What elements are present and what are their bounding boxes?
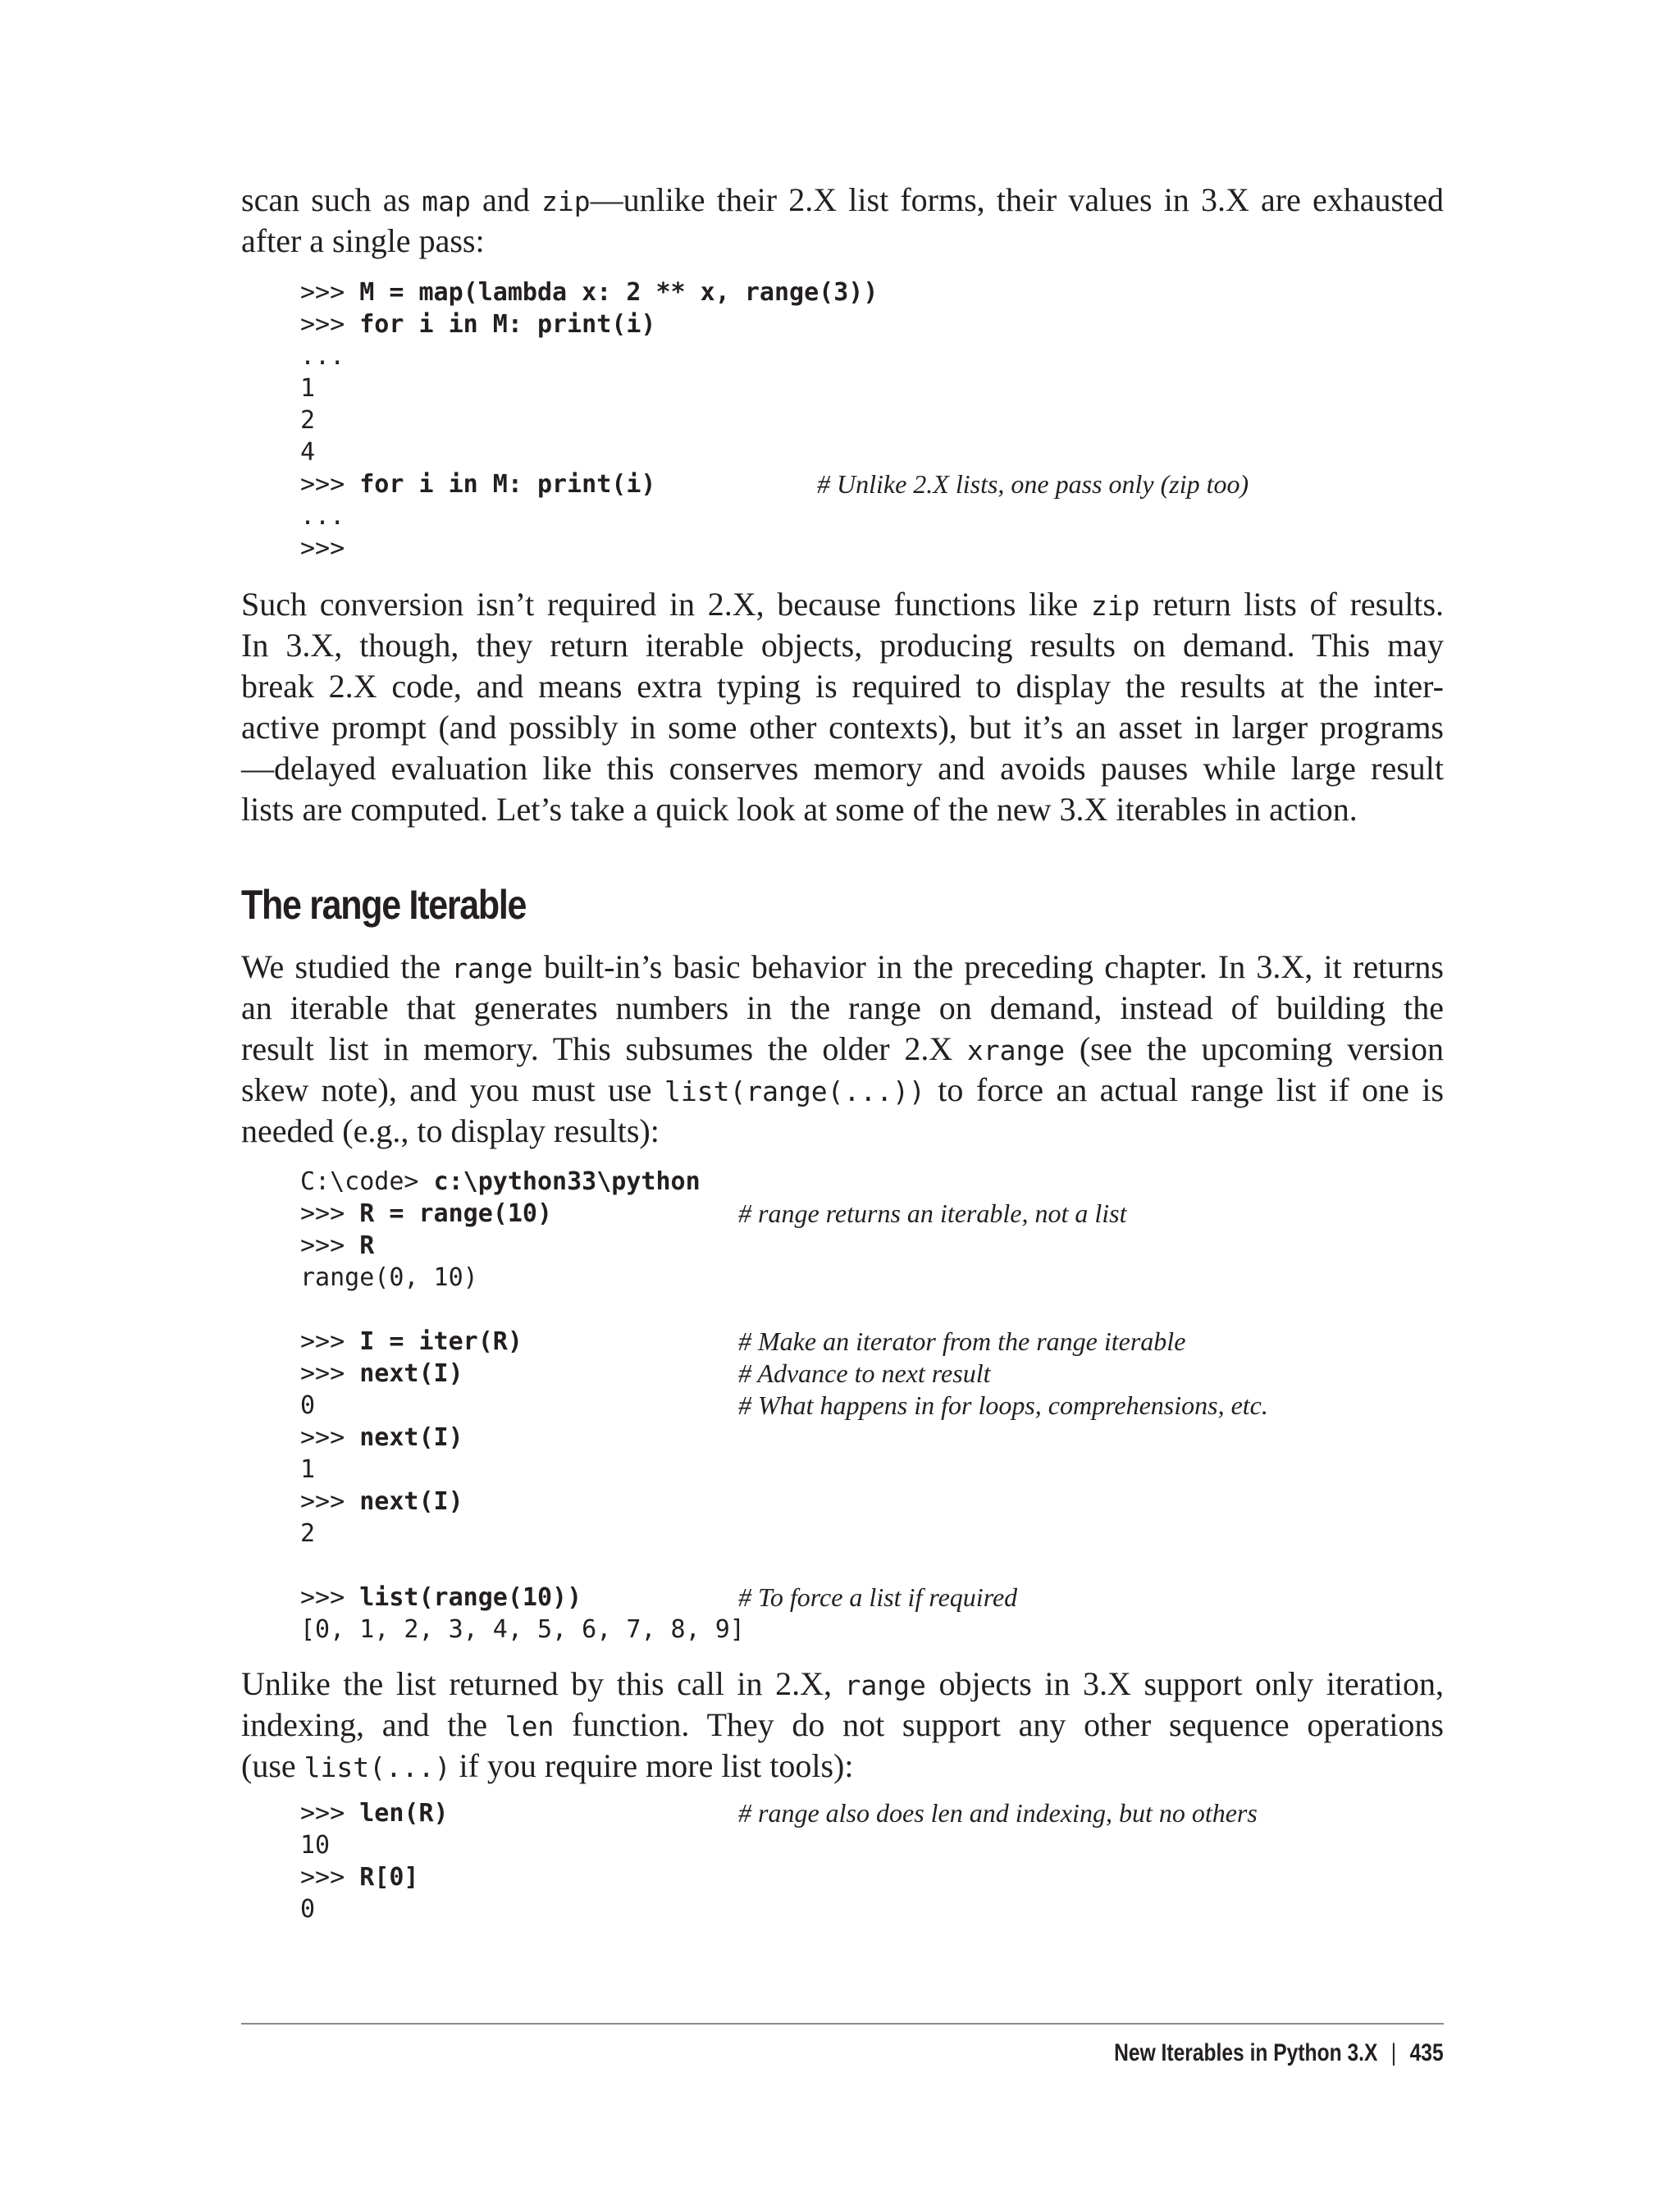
text-line [241, 1746, 1444, 1787]
range-paragraph [241, 947, 1444, 1152]
code-output: 0 [300, 1895, 316, 1924]
code-output: ... [300, 502, 345, 531]
code-output: 2 [300, 1519, 316, 1548]
text-line: break 2.X code, and means extra typing is required to display the results at the inter- [241, 668, 1444, 705]
inline-code: len [504, 1710, 555, 1742]
code-prompt: C:\code> [300, 1167, 434, 1196]
code-command: R[0] [359, 1863, 419, 1892]
code-line [300, 1486, 1449, 1518]
code-prompt: >>> [300, 1487, 360, 1516]
code-block-map [300, 276, 1449, 564]
text-run: indexing, and the [241, 1706, 505, 1743]
text-line: after a single pass: [241, 222, 485, 259]
code-command: for i in M: print(i) [359, 310, 656, 339]
inline-code: range [844, 1669, 926, 1701]
code-comment: # Unlike 2.X lists, one pass only (zip too) [817, 469, 1249, 499]
text-run: We studied the [241, 948, 452, 985]
code-output: 1 [300, 374, 316, 403]
code-line [300, 1829, 1449, 1861]
code-line [300, 1166, 1449, 1198]
code-line [300, 1893, 1449, 1925]
code-output: 10 [300, 1831, 331, 1860]
text-run: result list in memory. This subsumes the older 2.X [241, 1030, 967, 1067]
intro-paragraph [241, 180, 1444, 262]
code-line [300, 1262, 1449, 1294]
inline-code: zip [541, 185, 591, 217]
inline-code: list(range(...)) [664, 1075, 925, 1107]
code-line [300, 500, 1449, 532]
footer-separator: | [1391, 2039, 1397, 2066]
code-line [300, 1422, 1449, 1454]
code-output: 2 [300, 406, 316, 435]
code-command: for i in M: print(i) [359, 470, 656, 499]
code-command: next(I) [359, 1359, 463, 1388]
code-output: range(0, 10) [300, 1263, 478, 1292]
text-line [241, 1029, 1444, 1070]
code-line [300, 276, 1449, 308]
code-line [300, 1454, 1449, 1486]
code-command: R = range(10) [359, 1199, 553, 1228]
code-prompt: >>> [300, 1583, 360, 1612]
code-comment: # range returns an iterable, not a list [738, 1198, 1127, 1228]
text-line: In 3.X, though, they return iterable objects, producing results on demand. This may [241, 627, 1444, 664]
footer-rule [241, 2023, 1444, 2025]
text-run: and [470, 181, 541, 218]
code-line [300, 1326, 1449, 1358]
text-line [241, 180, 1444, 221]
text-run: (see the upcoming version [1065, 1030, 1444, 1067]
code-line [300, 1797, 1449, 1829]
code-prompt: >>> [300, 1231, 360, 1260]
code-output: 0 [300, 1391, 316, 1420]
code-prompt: >>> [300, 1199, 360, 1228]
code-prompt: >>> [300, 1359, 360, 1388]
text-run: Such conversion isn’t required in 2.X, because functions like [241, 586, 1091, 623]
code-block-range [300, 1166, 1449, 1646]
text-run: scan such as [241, 181, 422, 218]
code-prompt: >>> [300, 1423, 360, 1452]
code-command: I = iter(R) [359, 1327, 523, 1356]
text-line [241, 1705, 1444, 1746]
inline-code: range [451, 952, 533, 984]
text-line: needed (e.g., to display results): [241, 1112, 660, 1149]
text-line [241, 947, 1444, 988]
code-command: c:\python33\python [433, 1167, 701, 1196]
text-run: function. They do not support any other sequence operations [554, 1706, 1444, 1743]
text-run: objects in 3.X support only iteration, [925, 1665, 1444, 1702]
code-prompt: >>> [300, 1863, 360, 1892]
code-comment: # range also does len and indexing, but no others [738, 1798, 1258, 1828]
code-output: 4 [300, 438, 316, 467]
section-heading: The range Iterable [241, 882, 527, 928]
text-run: to force an actual range list if one is [924, 1071, 1445, 1108]
text-line: an iterable that generates numbers in the range on demand, instead of building the [241, 989, 1444, 1026]
code-line [300, 1294, 1449, 1326]
code-command: R [359, 1231, 375, 1260]
code-command: next(I) [359, 1423, 463, 1452]
text-line [241, 1070, 1444, 1111]
code-line [300, 1390, 1449, 1422]
code-line [300, 1582, 1449, 1614]
code-line [300, 372, 1449, 404]
code-command: M = map(lambda x: 2 ** x, range(3)) [359, 278, 879, 307]
text-line [241, 1664, 1444, 1705]
code-output: [0, 1, 2, 3, 4, 5, 6, 7, 8, 9] [300, 1615, 745, 1644]
code-line [300, 436, 1449, 468]
footer-section-title: New Iterables in Python 3.X [1114, 2039, 1378, 2066]
text-run: built-in’s basic behavior in the preceding chapter. In 3.X, it returns [532, 948, 1444, 985]
code-line [300, 1550, 1449, 1582]
text-line: lists are computed. Let’s take a quick look at some of the new 3.X iterables in action. [241, 791, 1358, 828]
code-comment: # To force a list if required [738, 1582, 1018, 1612]
code-comment: # Make an iterator from the range iterable [738, 1326, 1186, 1356]
code-prompt: >>> [300, 310, 360, 339]
text-run: if you require more list tools): [450, 1747, 854, 1784]
code-block-len [300, 1797, 1449, 1925]
page-number: 435 [1409, 2039, 1444, 2066]
text-run: return lists of results. [1139, 586, 1445, 623]
code-output: >>> [300, 534, 345, 563]
text-line [241, 584, 1444, 625]
code-comment: # Advance to next result [738, 1358, 991, 1388]
conversion-paragraph [241, 584, 1444, 830]
code-command: list(range(10)) [359, 1583, 582, 1612]
code-prompt: >>> [300, 1799, 360, 1828]
code-line [300, 1614, 1449, 1646]
code-line [300, 1358, 1449, 1390]
code-output: 1 [300, 1455, 316, 1484]
text-line: —delayed evaluation like this conserves memory and avoids pauses while large result [241, 750, 1444, 787]
code-line [300, 468, 1449, 500]
inline-code: list(...) [304, 1751, 451, 1783]
page-footer [1114, 2037, 1444, 2070]
inline-code: zip [1090, 590, 1140, 622]
inline-code: map [422, 185, 471, 217]
code-line [300, 340, 1449, 372]
code-line [300, 1198, 1449, 1230]
code-command: len(R) [359, 1799, 449, 1828]
text-run: Unlike the list returned by this call in 2.X, [241, 1665, 845, 1702]
code-prompt: >>> [300, 1327, 360, 1356]
text-run: (use [241, 1747, 304, 1784]
text-line: active prompt (and possibly in some other contexts), but it’s an asset in larger programs [241, 709, 1444, 746]
code-command: next(I) [359, 1487, 463, 1516]
code-comment: # What happens in for loops, comprehensions, etc. [738, 1390, 1268, 1420]
code-line [300, 308, 1449, 340]
code-prompt: >>> [300, 470, 360, 499]
inline-code: xrange [966, 1034, 1066, 1066]
code-line [300, 1518, 1449, 1550]
code-output: ... [300, 342, 345, 371]
text-run: —unlike their 2.X list forms, their values in 3.X are exhausted [590, 181, 1444, 218]
text-run: skew note), and you must use [241, 1071, 664, 1108]
code-line [300, 532, 1449, 564]
code-line [300, 1230, 1449, 1262]
code-line [300, 1861, 1449, 1893]
code-prompt: >>> [300, 278, 360, 307]
range-objects-paragraph [241, 1664, 1444, 1787]
code-line [300, 404, 1449, 436]
